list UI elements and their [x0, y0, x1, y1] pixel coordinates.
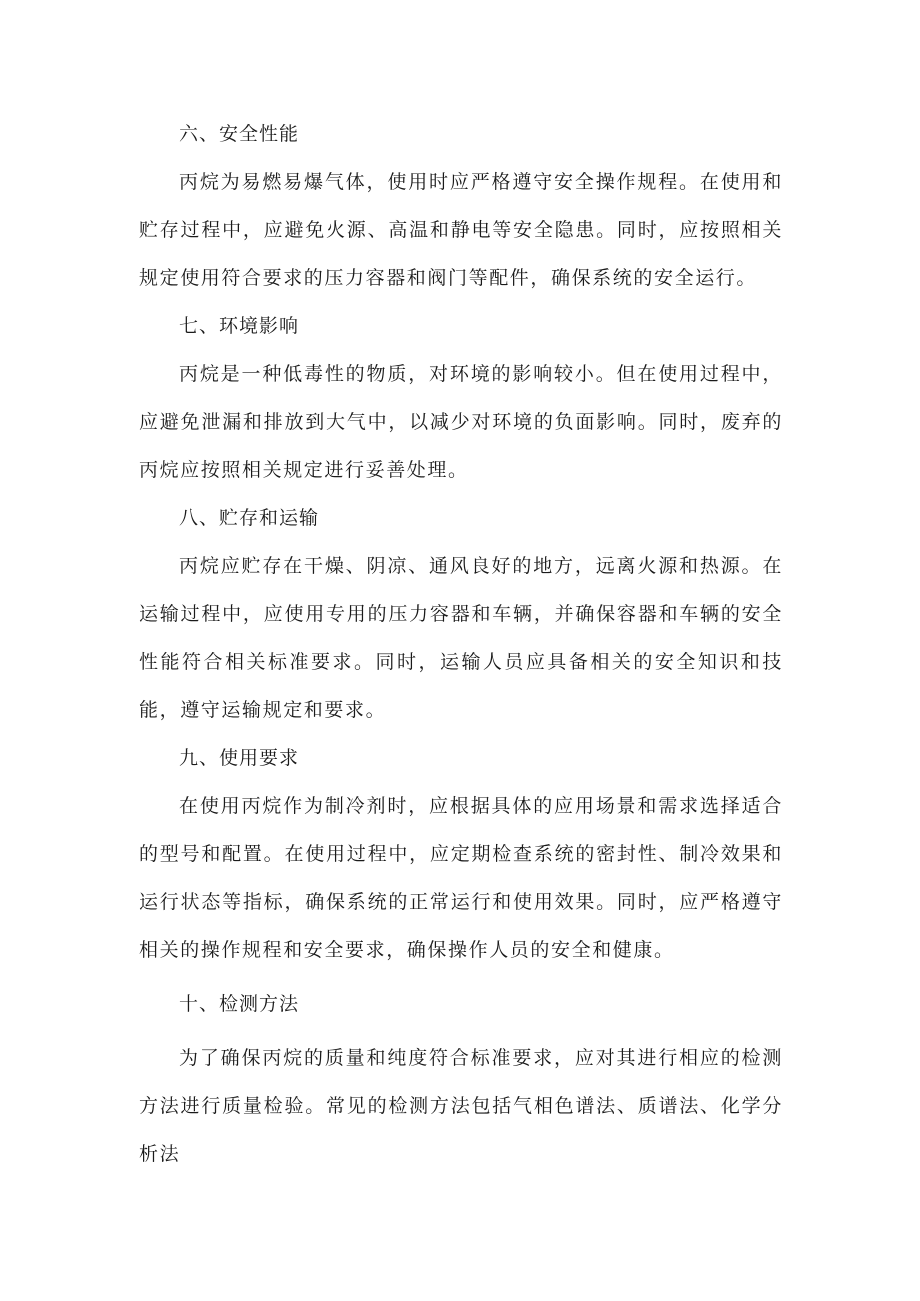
section-environment [139, 302, 783, 494]
section-paragraph: 为了确保丙烷的质量和纯度符合标准要求，应对其进行相应的检测方法进行质量检验。常见的检测方法包括气相色谱法、质谱法、化学分析法 [139, 1047, 783, 1165]
section-test-methods [139, 980, 783, 1178]
section-safety [139, 110, 783, 302]
section-heading: 七、环境影响 [179, 315, 300, 337]
section-heading: 九、使用要求 [179, 747, 300, 769]
section-heading: 六、安全性能 [179, 123, 300, 145]
section-storage-transport [139, 494, 783, 734]
section-usage-requirements [139, 734, 783, 974]
section-heading: 八、贮存和运输 [179, 507, 320, 529]
section-paragraph: 丙烷是一种低毒性的物质，对环境的影响较小。但在使用过程中，应避免泄漏和排放到大气中，以减少对环境的负面影响。同时，废弃的丙烷应按照相关规定进行妥善处理。 [139, 363, 783, 481]
section-paragraph: 丙烷为易燃易爆气体，使用时应严格遵守安全操作规程。在使用和贮存过程中，应避免火源、高温和静电等安全隐患。同时，应按照相关规定使用符合要求的压力容器和阀门等配件，确保系统的安全运行。 [139, 171, 783, 289]
section-paragraph: 在使用丙烷作为制冷剂时，应根据具体的应用场景和需求选择适合的型号和配置。在使用过程中，应定期检查系统的密封性、制冷效果和运行状态等指标，确保系统的正常运行和使用效果。同时，应严格遵守相关的操作规程和安全要求，确保操作人员的安全和健康。 [139, 795, 783, 961]
section-heading: 十、检测方法 [179, 993, 300, 1015]
section-paragraph: 丙烷应贮存在干燥、阴凉、通风良好的地方，远离火源和热源。在运输过程中，应使用专用的压力容器和车辆，并确保容器和车辆的安全性能符合相关标准要求。同时，运输人员应具备相关的安全知识和技能，遵守运输规定和要求。 [139, 555, 783, 721]
document-body [139, 110, 783, 1178]
